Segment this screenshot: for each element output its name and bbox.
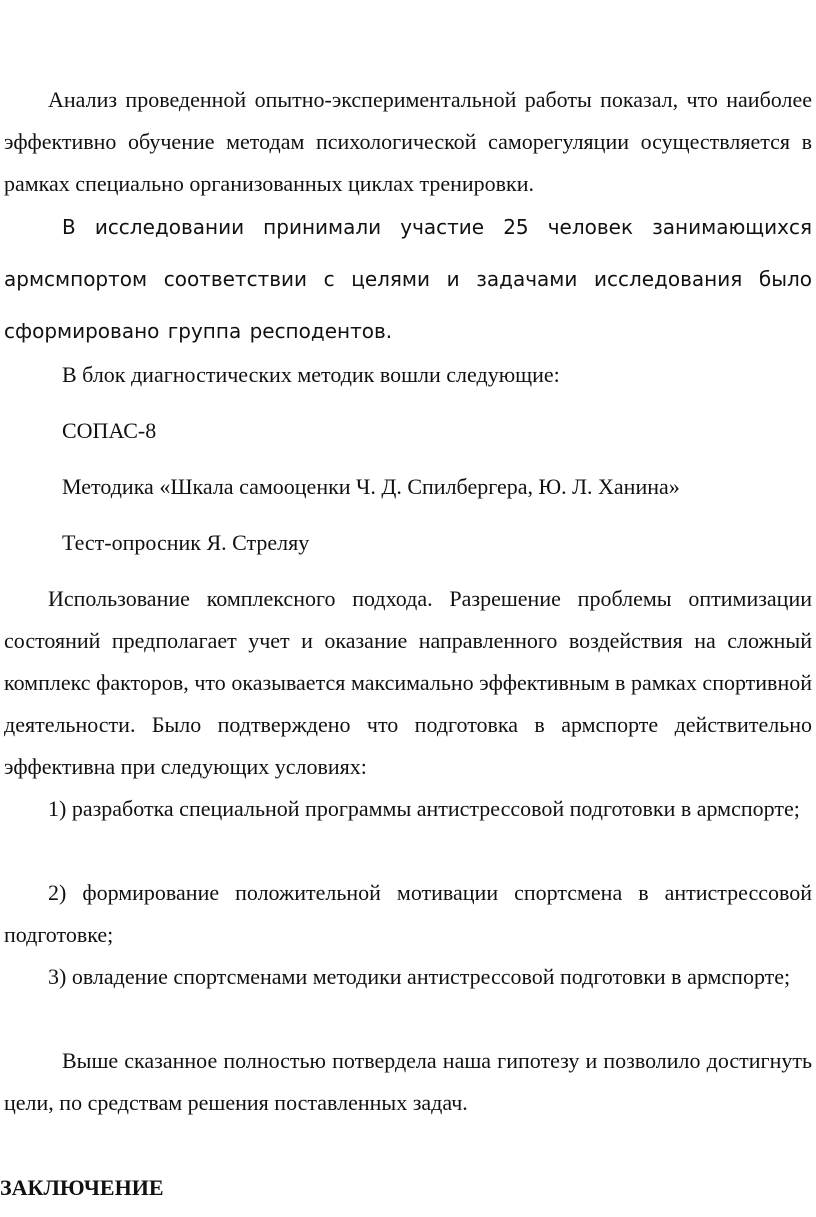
- method-item-spielberger: Методика «Шкала самооценки Ч. Д. Спилбергера, Ю. Л. Ханина»: [62, 474, 680, 499]
- paragraph-analysis: Анализ проведенной опытно-экспериментальной работы показал, что наиболее эффективно обучение методам психологической саморегуляции осуществляется в рамках специально организованных циклах тренировки.: [4, 87, 812, 196]
- condition-item-1: 1) разработка специальной программы антистрессовой подготовки в армспорте;: [48, 796, 800, 821]
- condition-item-2: 2) формирование положительной мотивации спортсмена в антистрессовой подготовке;: [4, 880, 812, 947]
- condition-item-3: 3) овладение спортсменами методики антистрессовой подготовки в армспорте;: [48, 964, 791, 989]
- paragraph-conclusion-text: Выше сказанное полностью потвердела наша гипотезу и позволило достигнуть цели, по средствам решения поставленных задач.: [4, 1048, 812, 1115]
- paragraph-participants: В исследовании принимали участие 25 человек занимающихся армсмпортом соответствии с целями и задачами исследования было сформировано группа респодентов.: [4, 215, 812, 343]
- section-heading-conclusion: ЗАКЛЮЧЕНИЕ: [0, 1175, 164, 1200]
- paragraph-complex-approach: Использование комплексного подхода. Разрешение проблемы оптимизации состояний предполагает учет и оказание направленного воздействия на сложный комплекс факторов, что оказывается максимально эффективным в рамках спортивной деятельности. Было подтверждено что подготовка в армспорте действительно эффективна при следующих условиях:: [4, 586, 812, 779]
- method-item-sopas: СОПАС-8: [62, 418, 157, 443]
- paragraph-methods-intro: В блок диагностических методик вошли следующие:: [62, 362, 560, 387]
- method-item-strelau: Тест-опросник Я. Стреляу: [62, 530, 310, 555]
